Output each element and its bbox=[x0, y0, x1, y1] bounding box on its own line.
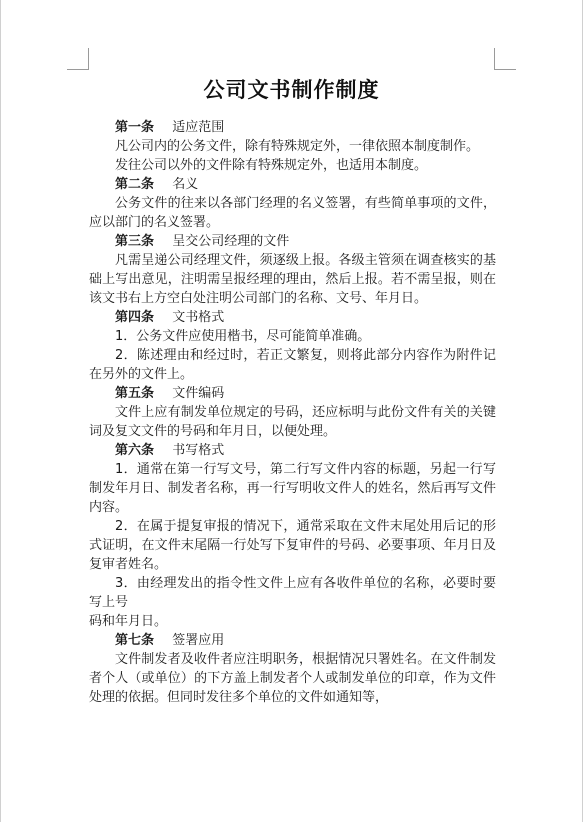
margin-corner-mark-top-left bbox=[67, 48, 89, 70]
body-paragraph: 3．由经理发出的指令性文件上应有各收件单位的名称，必要时要写上号 bbox=[89, 576, 496, 610]
body-paragraph: 凡公司内的公务文件，除有特殊规定外，一律依照本制度制作。 bbox=[115, 139, 480, 154]
article-heading bbox=[89, 384, 496, 403]
article-number: 第四条 bbox=[115, 310, 155, 325]
body-paragraph: 文件制发者及收件者应注明职务，根据情况只署姓名。在文件制发者个人（或单位）的下方盖上制发者个人或制发单位的印章，作为文件处理的依据。但同时发往多个单位的文件如通知等， bbox=[89, 652, 496, 705]
body-paragraph: 发往公司以外的文件除有特殊规定外，也适用本制度。 bbox=[115, 158, 428, 173]
document-body bbox=[89, 118, 496, 707]
article-label: 文件编码 bbox=[172, 386, 225, 401]
body-paragraph: 2．陈述理由和经过时，若正文繁复，则将此部分内容作为附件记在另外的文件上。 bbox=[89, 348, 496, 382]
body-paragraph: 凡需呈递公司经理文件，须逐级上报。各级主管须在调查核实的基础上写出意见，注明需呈报经理的理由，然后上报。若不需呈报，则在该文书右上方空白处注明公司部门的名称、文号、年月日。 bbox=[89, 253, 496, 306]
body-paragraph: 公务文件的往来以各部门经理的名义签署，有些简单事项的文件，应以部门的名义签署。 bbox=[89, 196, 496, 230]
article-label: 文书格式 bbox=[172, 310, 225, 325]
body-paragraph: 文件上应有制发单位规定的号码，还应标明与此份文件有关的关键词及复文文件的号码和年月日，以便处理。 bbox=[89, 405, 496, 439]
body-paragraph: 1．通常在第一行写文号，第二行写文件内容的标题，另起一行写制发年月日、制发者名称，再一行写明收文件人的姓名，然后再写文件内容。 bbox=[89, 462, 496, 515]
article-label: 呈交公司经理的文件 bbox=[172, 234, 290, 249]
document-title: 公司文书制作制度 bbox=[203, 77, 380, 102]
body-paragraph: 1．公务文件应使用楷书，尽可能简单准确。 bbox=[115, 329, 371, 344]
article-heading bbox=[89, 232, 496, 251]
article-number: 第三条 bbox=[115, 234, 155, 249]
article-heading bbox=[89, 175, 496, 194]
article-number: 第五条 bbox=[115, 386, 155, 401]
article-label: 签署应用 bbox=[172, 633, 225, 648]
article-heading bbox=[89, 308, 496, 327]
body-paragraph: 码和年月日。 bbox=[89, 614, 168, 629]
article-number: 第六条 bbox=[115, 443, 155, 458]
article-label: 适应范围 bbox=[172, 120, 225, 135]
article-heading bbox=[89, 631, 496, 650]
article-number: 第七条 bbox=[115, 633, 155, 648]
article-number: 第二条 bbox=[115, 177, 155, 192]
article-label: 名义 bbox=[172, 177, 199, 192]
article-heading bbox=[89, 118, 496, 137]
article-heading bbox=[89, 441, 496, 460]
margin-corner-mark-top-right bbox=[494, 48, 516, 70]
article-number: 第一条 bbox=[115, 120, 155, 135]
article-label: 书写格式 bbox=[172, 443, 225, 458]
body-paragraph: 2．在属于提复审报的情况下，通常采取在文件末尾处用后记的形式证明，在文件末尾隔一行处写下复审件的号码、必要事项、年月日及复审者姓名。 bbox=[89, 519, 496, 572]
